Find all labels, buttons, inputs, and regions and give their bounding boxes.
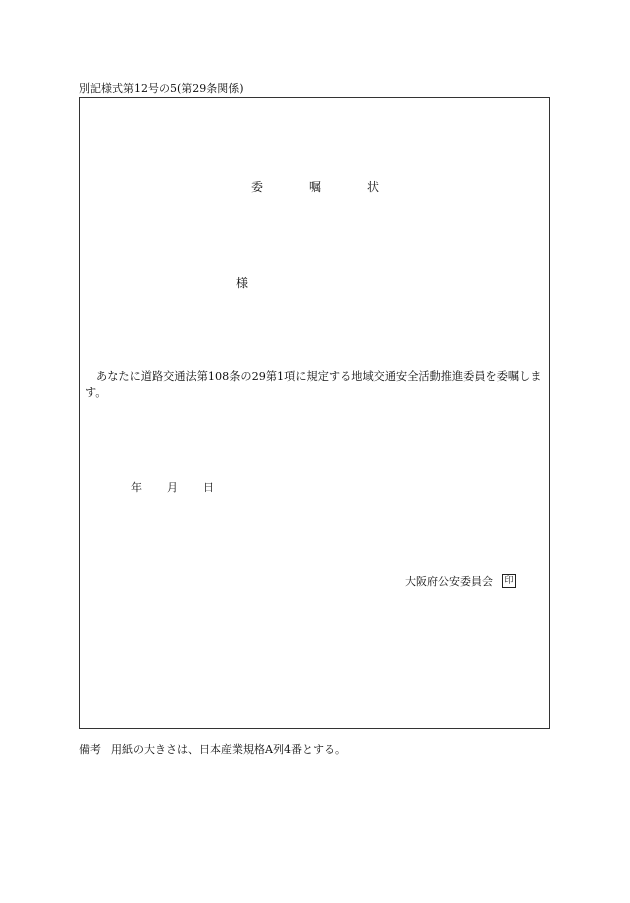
- title-char-2: 嘱: [308, 180, 321, 194]
- issuer-name: 大阪府公安委員会: [405, 575, 493, 588]
- footnote-label: 備考: [79, 743, 101, 756]
- year-label: 年: [131, 481, 142, 494]
- form-reference: 別記様式第12号の5(第29条関係): [79, 82, 244, 95]
- title-char-1: 委: [250, 180, 263, 194]
- footnote: [79, 741, 346, 757]
- day-label: 日: [203, 481, 214, 494]
- month-label: 月: [167, 481, 178, 494]
- appointment-body-text: あなたに道路交通法第108条の29第1項に規定する地域交通安全活動推進委員を委嘱します。: [85, 370, 542, 399]
- recipient-suffix: 様: [236, 276, 249, 290]
- title-char-3: 状: [366, 180, 379, 194]
- date-line: [131, 479, 214, 495]
- certificate-title: [0, 178, 630, 195]
- footnote-text: 用紙の大きさは、日本産業規格A列4番とする。: [111, 743, 346, 756]
- seal-mark: 印: [502, 574, 516, 588]
- issuer-block: [405, 573, 516, 589]
